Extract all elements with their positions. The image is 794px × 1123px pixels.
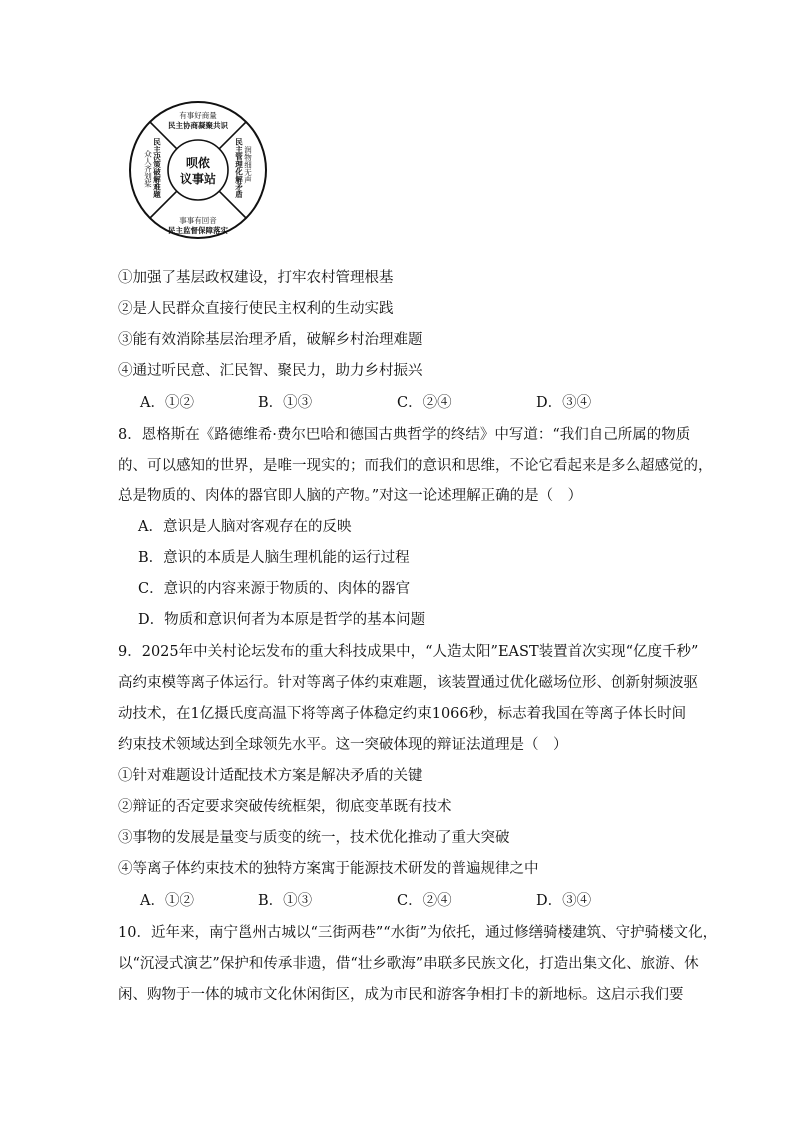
q7-option-d: D．③④ <box>536 395 592 411</box>
q9-statement-2: ②辩证的否定要求突破传统框架，彻底变革既有技术 <box>118 799 452 815</box>
left-label-1: 众人齐划桨 <box>143 150 153 188</box>
q10-stem-line-1: 10．近年来，南宁邕州古城以“三街两巷”“水街”为依托，通过修缮骑楼建筑、守护骑楼文化， <box>118 925 718 941</box>
top-label-1: 有事好商量 <box>179 111 217 120</box>
q9-statement-3: ③事物的发展是量变与质变的统一，技术优化推动了重大突破 <box>118 830 510 846</box>
q9-option-d: D．③④ <box>536 893 592 909</box>
diagram-svg <box>128 100 268 240</box>
q9-option-a: A．①② <box>140 893 194 909</box>
q8-option-c: C．意识的内容来源于物质的、肉体的器官 <box>138 581 411 597</box>
q7-statement-2: ②是人民群众直接行使民主权利的生动实践 <box>118 301 394 317</box>
q7-statement-4: ④通过听民意、汇民智、聚民力，助力乡村振兴 <box>118 363 423 379</box>
q9-stem-line-4: 约束技术领域达到全球领先水平。这一突破体现的辩证法道理是（ ） <box>118 737 568 753</box>
q9-stem-line-2: 高约束模等离子体运行。针对等离子体约束难题，该装置通过优化磁场位形、创新射频波驱 <box>118 675 698 691</box>
top-label-2: 民主协商凝聚共识 <box>168 121 228 130</box>
bottom-label-1: 事事有回音 <box>179 216 217 225</box>
bottom-label-2: 民主监督保障落实 <box>168 226 228 235</box>
q9-stem-line-1: 9．2025年中关村论坛发布的重大科技成果中，“人造太阳”EAST装置首次实现“亿度千秒” <box>118 644 699 660</box>
q7-statement-1: ①加强了基层政权建设，打牢农村管理根基 <box>118 270 394 286</box>
right-label-1: 润物细无声 <box>243 146 253 184</box>
q8-stem-line-1: 8．恩格斯在《路德维希·费尔巴哈和德国古典哲学的终结》中写道：“我们自己所属的物质 <box>118 427 691 443</box>
q9-option-b: B．①③ <box>258 893 313 909</box>
q7-option-c: C．②④ <box>397 395 452 411</box>
q8-option-d: D．物质和意识何者为本原是哲学的基本问题 <box>138 612 426 628</box>
inner-circle <box>168 140 228 200</box>
q9-statement-4: ④等离子体约束技术的独特方案寓于能源技术研发的普遍规律之中 <box>118 861 539 877</box>
center-label-1: 呗侬 <box>185 156 211 170</box>
discussion-station-diagram <box>128 100 268 240</box>
right-label-2: 民主管理化解矛盾 <box>234 138 244 198</box>
q8-option-a: A．意识是人脑对客观存在的反映 <box>138 519 352 535</box>
q9-statement-1: ①针对难题设计适配技术方案是解决矛盾的关键 <box>118 768 423 784</box>
q8-stem-line-2: 的、可以感知的世界，是唯一现实的；而我们的意识和思维，不论它看起来是多么超感觉的， <box>118 458 713 474</box>
q9-option-c: C．②④ <box>397 893 452 909</box>
q8-stem-line-3: 总是物质的、肉体的器官即人脑的产物。”对这一论述理解正确的是（ ） <box>118 488 583 504</box>
q7-option-b: B．①③ <box>258 395 313 411</box>
q10-stem-line-2: 以“沉浸式演艺”保护和传承非遗，借“壮乡歌海”串联多民族文化，打造出集文化、旅游、休 <box>118 956 699 972</box>
q7-option-a: A．①② <box>140 395 194 411</box>
q9-stem-line-3: 动技术，在1亿摄氏度高温下将等离子体稳定约束1066秒，标志着我国在等离子体长时间 <box>118 706 687 722</box>
q8-option-b: B．意识的本质是人脑生理机能的运行过程 <box>138 550 410 566</box>
left-label-2: 民主决策破解难题 <box>152 138 162 198</box>
q7-statement-3: ③能有效消除基层治理矛盾，破解乡村治理难题 <box>118 332 423 348</box>
q10-stem-line-3: 闲、购物于一体的城市文化休闲街区，成为市民和游客争相打卡的新地标。这启示我们要 <box>118 987 684 1003</box>
center-label-2: 议事站 <box>179 172 217 186</box>
